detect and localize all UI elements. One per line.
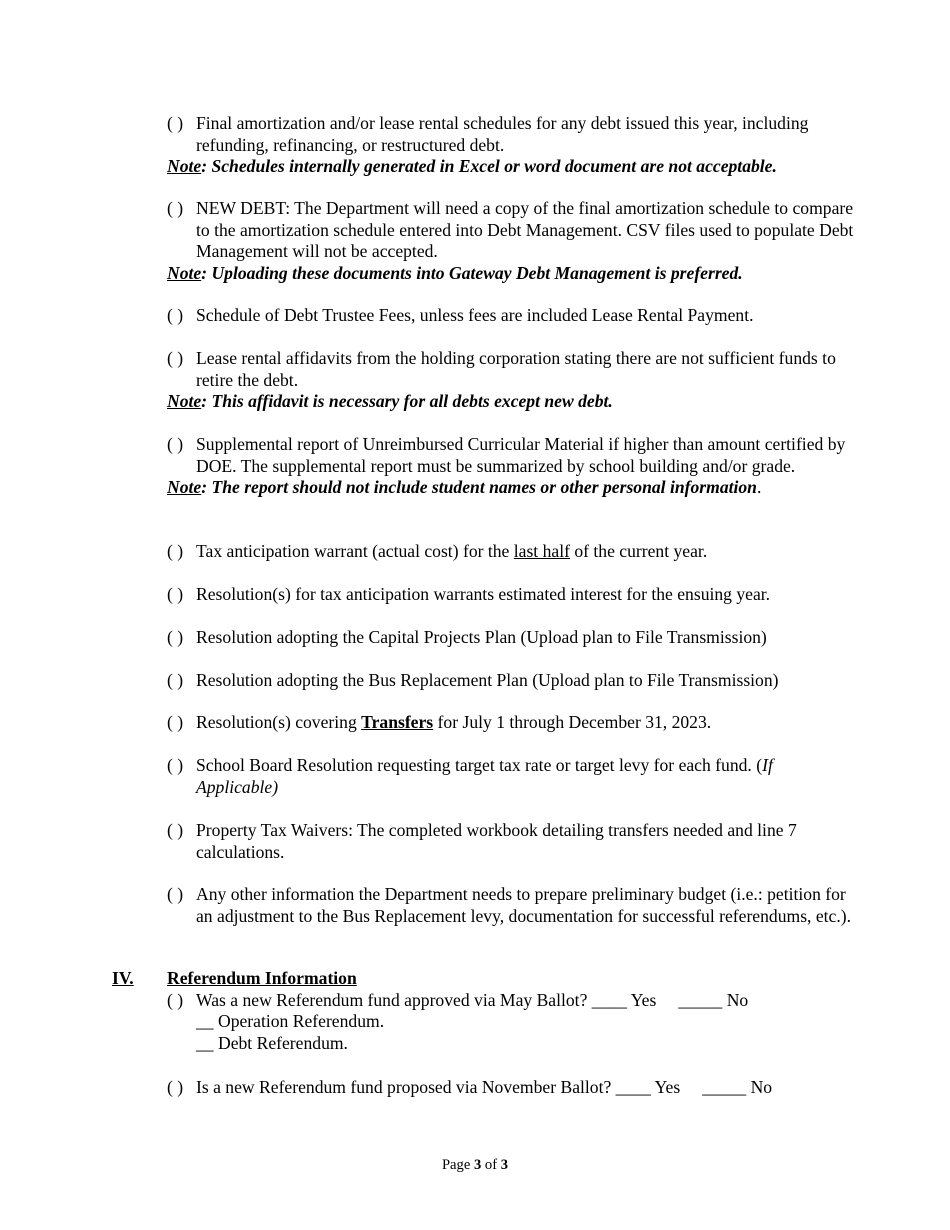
checklist-item-school-board (167, 755, 857, 798)
checklist-item-bus-replacement (167, 670, 857, 692)
checklist-item-transfers (167, 712, 857, 734)
checklist-item-trustee-fees (167, 305, 857, 327)
checkbox-marker: ( ) (167, 434, 184, 454)
item-text-bold: Transfers (361, 712, 434, 732)
checklist-item-curricular (167, 434, 857, 499)
item-text: Final amortization and/or lease rental schedules for any debt issued this year, including refunding, refinancing, or restructured debt. (196, 113, 809, 155)
item-text-post: for July 1 through December 31, 2023. (433, 712, 712, 732)
checkbox-marker: ( ) (167, 1077, 184, 1097)
item-text: Resolution adopting the Capital Projects Plan (Upload plan to File Transmission) (196, 627, 767, 647)
checkbox-marker: ( ) (167, 305, 184, 325)
checklist-item-november (167, 1077, 857, 1099)
note-label: Note (167, 391, 202, 411)
checkbox-marker: ( ) (167, 584, 184, 604)
checklist-item-lease-affidavits (167, 348, 857, 413)
november-no: _____ No (702, 1077, 773, 1097)
checklist-item-new-debt (167, 198, 857, 284)
checkbox-marker: ( ) (167, 989, 184, 1010)
note-new-debt (167, 263, 857, 285)
checkbox-marker: ( ) (167, 627, 184, 647)
item-text: Property Tax Waivers: The completed workbook detailing transfers needed and line 7 calculations. (196, 820, 797, 862)
checkbox-marker: ( ) (167, 670, 184, 690)
item-text-pre: Tax anticipation warrant (actual cost) for the (196, 541, 514, 561)
checkbox-marker: ( ) (167, 755, 184, 775)
item-text-pre: Resolution(s) covering (196, 712, 362, 732)
note-label: Note (167, 156, 202, 176)
note-label: Note (167, 477, 202, 497)
item-text: Resolution adopting the Bus Replacement Plan (Upload plan to File Transmission) (196, 670, 779, 690)
checkbox-marker: ( ) (167, 820, 184, 840)
page-footer (0, 1156, 950, 1174)
checkbox-marker: ( ) (167, 198, 184, 218)
checklist-item-capital-projects (167, 627, 857, 649)
item-text-underlined: last half (513, 541, 570, 561)
may-sub-operation: __ Operation Referendum. (196, 1011, 385, 1031)
checklist-item-resolution-interest (167, 584, 857, 606)
checkbox-marker: ( ) (167, 712, 184, 732)
note-text: : Schedules internally generated in Excel or word document are not acceptable. (201, 156, 777, 176)
may-sub-debt: __ Debt Referendum. (196, 1032, 348, 1053)
checkbox-marker: ( ) (167, 113, 184, 133)
item-text: NEW DEBT: The Department will need a copy of the final amortization schedule to compare to the amortization schedule entered into Debt Management. CSV files used to populate Debt Management will not be accepted. (196, 198, 854, 261)
item-text-post: of the current year. (569, 541, 708, 561)
section-number: IV. (112, 968, 134, 988)
footer-total-pages: 3 (500, 1157, 509, 1173)
checklist-item-property-tax-waivers (167, 820, 857, 863)
item-text: School Board Resolution requesting target tax rate or target levy for each fund. ( (196, 755, 763, 775)
item-text-italic: If Applicable) (196, 755, 773, 797)
note-curricular (167, 477, 857, 499)
note-end: . (756, 477, 762, 497)
note-text: : The report should not include student names or other personal information (201, 477, 757, 497)
footer-current-page: 3 (473, 1157, 482, 1173)
checkbox-marker: ( ) (167, 884, 184, 904)
checkbox-marker: ( ) (167, 541, 184, 561)
section-title: Referendum Information (167, 968, 357, 988)
item-text: Schedule of Debt Trustee Fees, unless fees are included Lease Rental Payment. (196, 305, 754, 325)
note-text: : This affidavit is necessary for all debts except new debt. (201, 391, 613, 411)
checklist-item-amortization (167, 113, 857, 178)
footer-of-word: of (484, 1157, 498, 1173)
checklist-item-tax-warrant (167, 541, 857, 563)
may-question: Was a new Referendum fund approved via May Ballot? ____ Yes (196, 989, 657, 1010)
item-text: Supplemental report of Unreimbursed Curricular Material if higher than amount certified by DOE. The supplemental report must be summarized by school building and/or grade. (196, 434, 846, 476)
note-lease (167, 391, 857, 413)
section-referendum (167, 968, 857, 1054)
footer-page-word: Page (441, 1157, 471, 1173)
item-text: Lease rental affidavits from the holding corporation stating there are not sufficient funds to retire the debt. (196, 348, 836, 390)
may-no: _____ No (678, 989, 749, 1010)
note-amortization (167, 156, 857, 178)
november-question: Is a new Referendum fund proposed via November Ballot? ____ Yes (196, 1077, 681, 1097)
item-text: Any other information the Department needs to prepare preliminary budget (i.e.: petition for an adjustment to the Bus Replacement levy, documentation for successful referendums, etc.). (196, 884, 851, 926)
note-text: : Uploading these documents into Gateway Debt Management is preferred. (201, 262, 743, 283)
item-text: Resolution(s) for tax anticipation warrants estimated interest for the ensuing year. (196, 584, 771, 604)
checklist-item-other-info (167, 884, 857, 927)
checkbox-marker: ( ) (167, 348, 184, 368)
note-label: Note (167, 262, 202, 283)
